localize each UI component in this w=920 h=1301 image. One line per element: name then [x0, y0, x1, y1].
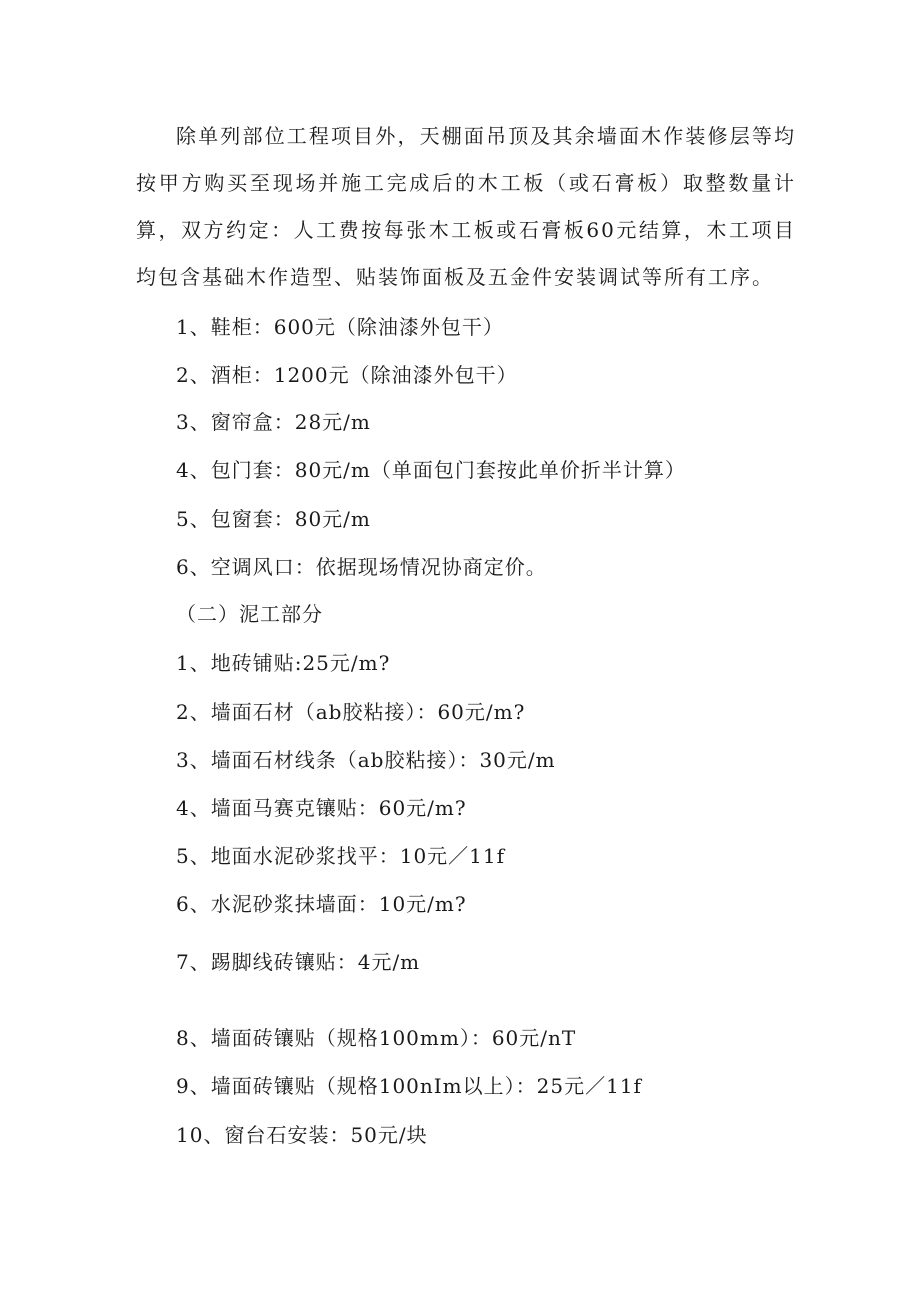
carpentry-item-4: 4、包门套：80元/m（单面包门套按此单价折半计算）	[176, 458, 686, 482]
masonry-section-heading: （二）泥工部分	[176, 602, 323, 626]
intro-paragraph: 除单列部位工程项目外，天棚面吊顶及其余墙面木作装修层等均按甲方购买至现场并施工完成后的木工板（或石膏板）取整数量计算，双方约定：人工费按每张木工板或石膏板60元结算，木工项目均包含基础木作造型、贴装饰面板及五金件安装调试等所有工序。	[136, 124, 796, 289]
carpentry-item-2: 2、酒柜：1200元（除油漆外包干）	[176, 363, 518, 387]
masonry-item-10: 10、窗台石安装：50元/块	[176, 1123, 428, 1147]
masonry-item-6: 6、水泥砂浆抹墙面：10元/m?	[176, 892, 467, 916]
masonry-item-5: 5、地面水泥砂浆找平：10元／11f	[176, 844, 506, 868]
masonry-item-2: 2、墙面石材（ab胶粘接）：60元/m?	[176, 700, 526, 724]
masonry-item-3: 3、墙面石材线条（ab胶粘接）：30元/m	[176, 748, 556, 772]
carpentry-item-1: 1、鞋柜：600元（除油漆外包干）	[176, 315, 504, 339]
masonry-item-1: 1、地砖铺贴:25元/m?	[176, 651, 391, 675]
masonry-item-7: 7、踢脚线砖镶贴：4元/m	[176, 950, 421, 974]
carpentry-item-6: 6、空调风口：依据现场情况协商定价。	[176, 555, 547, 579]
masonry-item-8: 8、墙面砖镶贴（规格100mm）：60元/nT	[176, 1026, 577, 1050]
carpentry-item-5: 5、包窗套：80元/m	[176, 507, 371, 531]
masonry-item-9: 9、墙面砖镶贴（规格100nIm以上）：25元／11f	[176, 1074, 642, 1098]
masonry-item-4: 4、墙面马赛克镶贴：60元/m?	[176, 796, 467, 820]
carpentry-item-3: 3、窗帘盒：28元/m	[176, 410, 371, 434]
